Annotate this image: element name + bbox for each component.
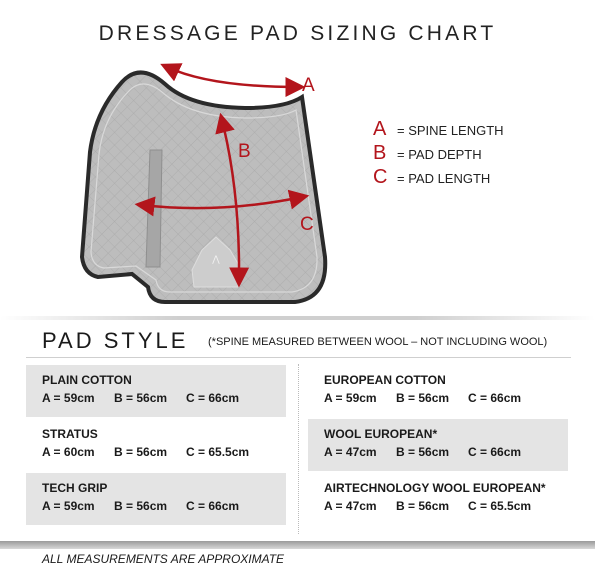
legend-text: = PAD DEPTH bbox=[397, 147, 482, 162]
pad-name: WOOL EUROPEAN* bbox=[324, 427, 438, 441]
pad-depth-value: B = 56cm bbox=[396, 499, 450, 513]
pad-measurements bbox=[42, 499, 286, 513]
section-divider bbox=[0, 316, 595, 320]
saddle-pad-diagram bbox=[70, 62, 360, 312]
label-a: A bbox=[302, 75, 315, 96]
pad-name: TECH GRIP bbox=[42, 481, 108, 495]
legend-row-b bbox=[373, 142, 504, 166]
pad-style-section bbox=[0, 316, 595, 578]
pad-depth-value: B = 56cm bbox=[396, 391, 450, 405]
legend-row-a bbox=[373, 118, 504, 142]
legend-text: = SPINE LENGTH bbox=[397, 123, 504, 138]
pad-card-european-cotton bbox=[308, 365, 568, 417]
pad-card-plain-cotton bbox=[26, 365, 286, 417]
pad-style-note: (*SPINE MEASURED BETWEEN WOOL – NOT INCLUDING WOOL) bbox=[208, 336, 548, 348]
legend-text: = PAD LENGTH bbox=[397, 171, 491, 186]
pad-length-value: C = 66cm bbox=[468, 445, 522, 459]
pad-length-value: C = 66cm bbox=[186, 391, 240, 405]
spine-length-value: A = 47cm bbox=[324, 499, 377, 513]
label-c: C bbox=[300, 214, 314, 235]
spine-length-value: A = 59cm bbox=[42, 499, 95, 513]
pad-name: EUROPEAN COTTON bbox=[324, 373, 446, 387]
legend-row-c bbox=[373, 166, 504, 190]
pad-depth-value: B = 56cm bbox=[114, 445, 168, 459]
column-divider bbox=[298, 364, 299, 534]
legend-letter: A bbox=[373, 118, 387, 140]
pad-measurements bbox=[42, 391, 286, 405]
pad-length-value: C = 66cm bbox=[468, 391, 522, 405]
pad-name: STRATUS bbox=[42, 427, 98, 441]
legend-letter: B bbox=[373, 142, 387, 164]
pad-depth-value: B = 56cm bbox=[114, 499, 168, 513]
label-b: B bbox=[238, 141, 251, 162]
pad-depth-value: B = 56cm bbox=[114, 391, 168, 405]
pad-name: AIRTECHNOLOGY WOOL EUROPEAN* bbox=[324, 481, 546, 495]
pad-card-airtechnology-wool-european bbox=[308, 473, 568, 525]
legend-letter: C bbox=[373, 166, 388, 188]
measurement-legend bbox=[373, 118, 504, 190]
heading-rule bbox=[26, 357, 571, 358]
pad-depth-value: B = 56cm bbox=[396, 445, 450, 459]
arrow-a bbox=[167, 67, 298, 87]
spine-length-value: A = 59cm bbox=[324, 391, 377, 405]
footer-note: ALL MEASUREMENTS ARE APPROXIMATE bbox=[42, 552, 285, 566]
spine-length-value: A = 47cm bbox=[324, 445, 377, 459]
spine-length-value: A = 60cm bbox=[42, 445, 95, 459]
pad-measurements bbox=[324, 391, 568, 405]
pad-measurements bbox=[324, 445, 568, 459]
pad-card-wool-european bbox=[308, 419, 568, 471]
spine-length-value: A = 59cm bbox=[42, 391, 95, 405]
pad-card-tech-grip bbox=[26, 473, 286, 525]
pad-length-value: C = 66cm bbox=[186, 499, 240, 513]
pad-length-value: C = 65.5cm bbox=[468, 499, 532, 513]
logo-mark-icon: ⋀ bbox=[212, 255, 220, 265]
pad-name: PLAIN COTTON bbox=[42, 373, 132, 387]
footer-divider bbox=[0, 541, 595, 549]
pad-length-value: C = 65.5cm bbox=[186, 445, 250, 459]
chart-title: DRESSAGE PAD SIZING CHART bbox=[98, 22, 497, 45]
pad-measurements bbox=[42, 445, 286, 459]
pad-measurements bbox=[324, 499, 568, 513]
pad-card-stratus bbox=[26, 419, 286, 471]
pad-style-heading: PAD STYLE bbox=[42, 328, 189, 353]
